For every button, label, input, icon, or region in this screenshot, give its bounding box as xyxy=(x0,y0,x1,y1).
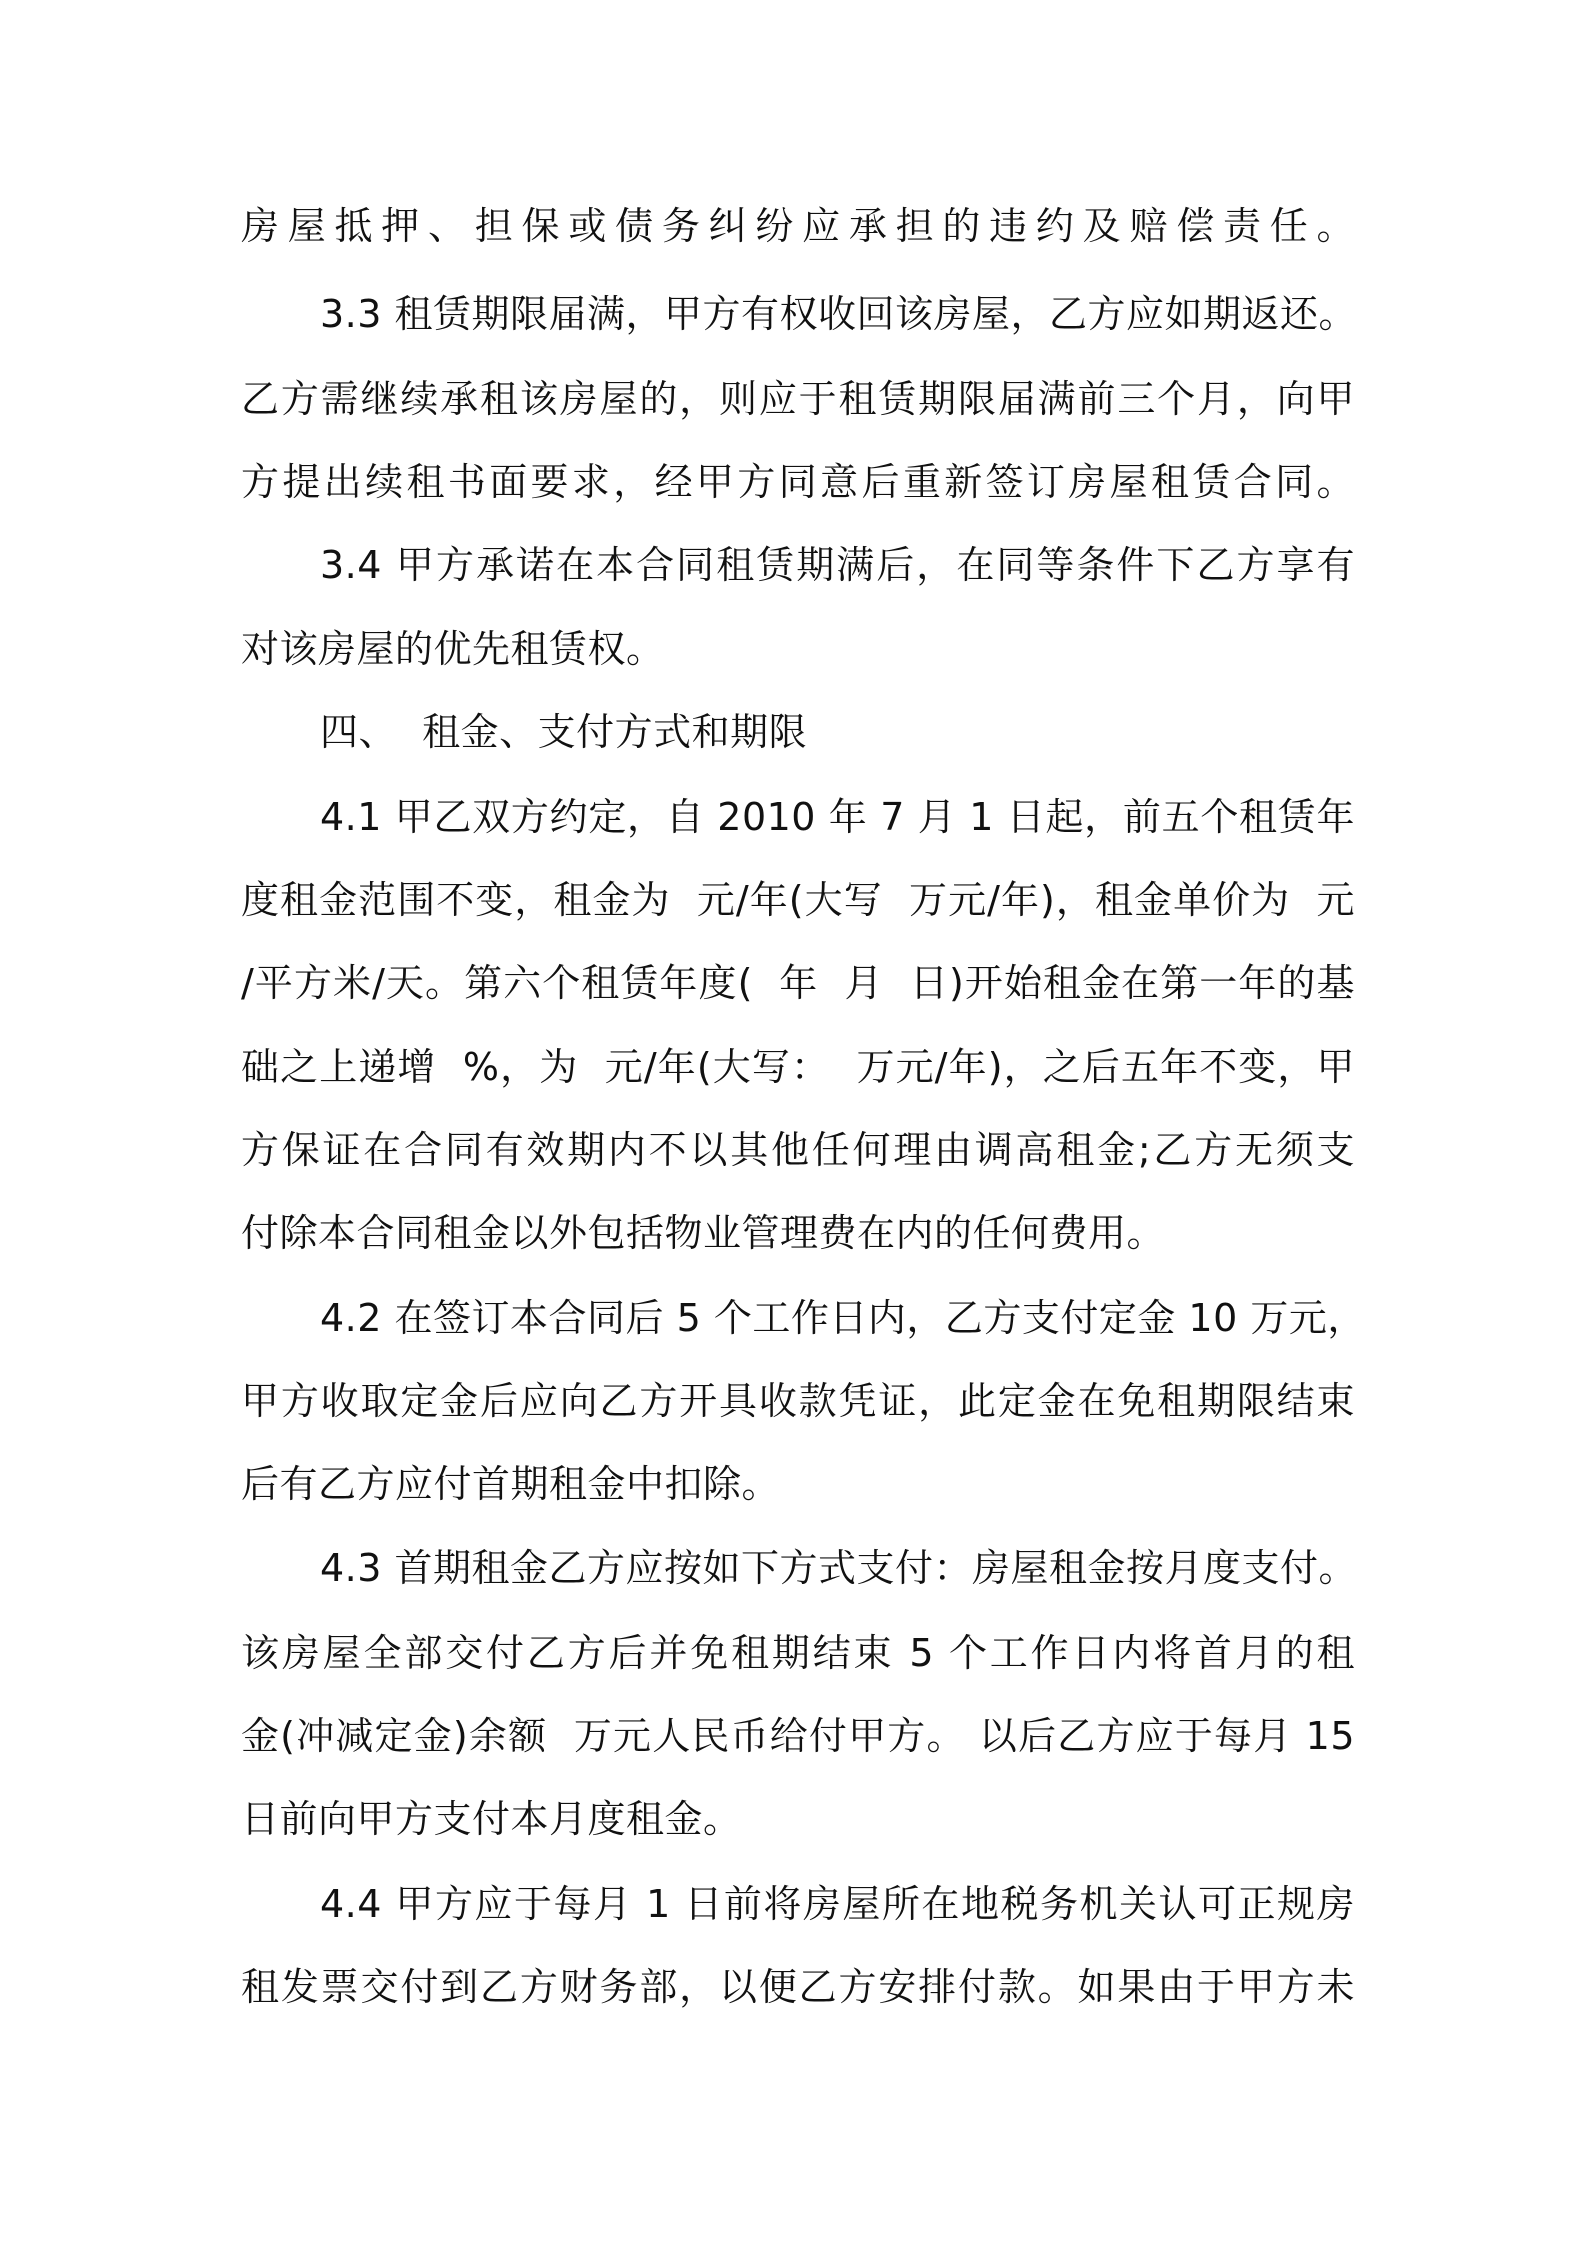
text-line: 方提出续租书面要求，经甲方同意后重新签订房屋租赁合同。 xyxy=(241,460,1355,504)
text-line: 该房屋全部交付乙方后并免租期结束 5 个工作日内将首月的租 xyxy=(241,1631,1355,1675)
section-heading: 四、 租金、支付方式和期限 xyxy=(320,710,808,754)
text-line: /平方米/天。第六个租赁年度( 年 月 日)开始租金在第一年的基 xyxy=(241,961,1355,1005)
text-line: 度租金范围不变，租金为 元/年(大写 万元/年)，租金单价为 元 xyxy=(241,878,1355,922)
text-line: 房屋抵押、担保或债务纠纷应承担的违约及赔偿责任。 xyxy=(241,204,1355,248)
text-line: 租发票交付到乙方财务部，以便乙方安排付款。如果由于甲方未 xyxy=(241,1965,1355,2009)
clause-4-4-line: 4.4 甲方应于每月 1 日前将房屋所在地税务机关认可正规房 xyxy=(320,1882,1355,1926)
clause-4-3-line: 4.3 首期租金乙方应按如下方式支付：房屋租金按月度支付。 xyxy=(320,1546,1358,1590)
clause-3-4-line: 3.4 甲方承诺在本合同租赁期满后，在同等条件下乙方享有 xyxy=(320,543,1355,587)
clause-4-1-line: 4.1 甲乙双方约定，自 2010 年 7 月 1 日起，前五个租赁年 xyxy=(320,795,1355,839)
text-line: 甲方收取定金后应向乙方开具收款凭证，此定金在免租期限结束 xyxy=(241,1379,1355,1423)
clause-4-2-line: 4.2 在签订本合同后 5 个工作日内，乙方支付定金 10 万元， xyxy=(320,1296,1366,1340)
text-line: 乙方需继续承租该房屋的，则应于租赁期限届满前三个月，向甲 xyxy=(241,377,1355,421)
text-line: 付除本合同租金以外包括物业管理费在内的任何费用。 xyxy=(241,1211,1166,1255)
text-line: 金(冲减定金)余额 万元人民币给付甲方。 以后乙方应于每月 15 xyxy=(241,1714,1355,1758)
text-line: 方保证在合同有效期内不以其他任何理由调高租金;乙方无须支 xyxy=(241,1128,1355,1172)
clause-3-3-line: 3.3 租赁期限届满，甲方有权收回该房屋，乙方应如期返还。 xyxy=(320,292,1358,336)
text-line: 对该房屋的优先租赁权。 xyxy=(241,627,665,671)
text-line: 础之上递增 %，为 元/年(大写： 万元/年)，之后五年不变，甲 xyxy=(241,1045,1355,1089)
text-line: 后有乙方应付首期租金中扣除。 xyxy=(241,1462,781,1506)
text-line: 日前向甲方支付本月度租金。 xyxy=(241,1797,742,1841)
